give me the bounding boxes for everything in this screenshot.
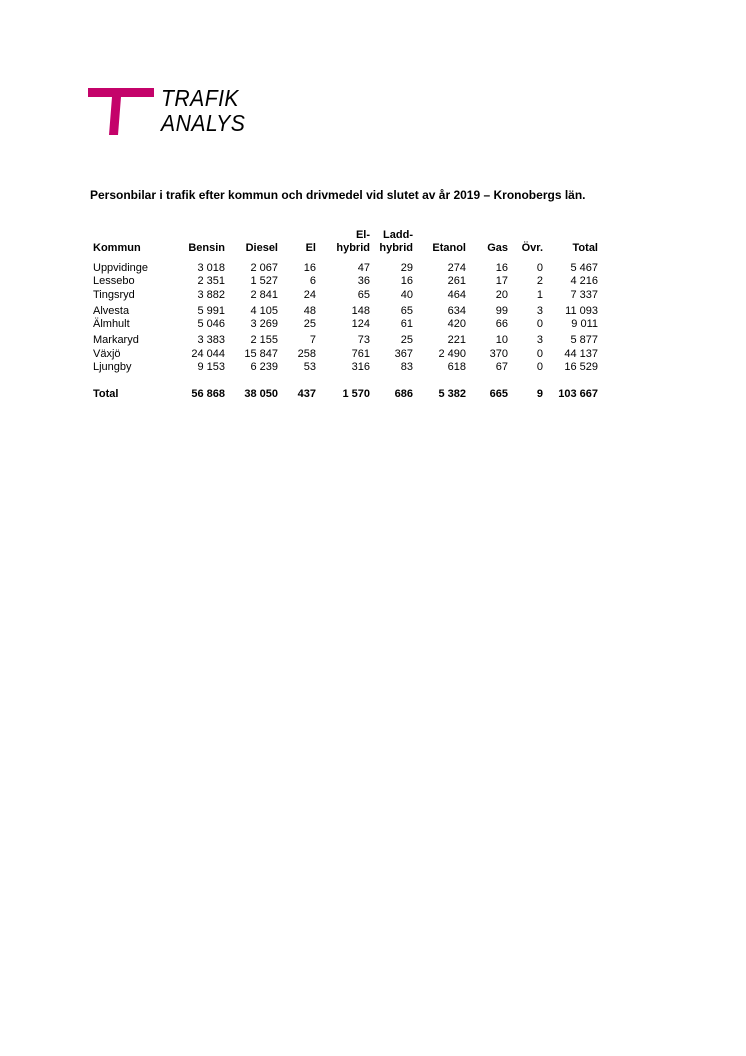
table-row (90, 331, 598, 347)
total-cell-total: 103 667 (558, 388, 598, 401)
cell-elhybrid: 36 (357, 275, 370, 288)
total-cell-etanol: 5 382 (438, 388, 466, 401)
cell-total: 44 137 (564, 347, 598, 360)
cell-etanol: 261 (447, 275, 466, 288)
cell-ovr: 1 (536, 288, 543, 301)
cell-diesel: 3 269 (250, 318, 278, 331)
cell-kommun: Markaryd (93, 334, 139, 347)
cell-bensin: 3 018 (197, 262, 225, 274)
total-cell-bensin: 56 868 (191, 388, 225, 401)
table-row (90, 361, 598, 374)
cell-total: 5 877 (570, 334, 598, 347)
cell-el: 24 (303, 288, 316, 301)
header-diesel: Diesel (245, 242, 278, 254)
logo-wordmark (161, 86, 253, 136)
cell-total: 7 337 (570, 288, 598, 301)
cell-laddhybrid: 40 (400, 288, 413, 301)
table-row (90, 275, 598, 288)
cell-bensin: 5 046 (197, 318, 225, 331)
total-cell-laddhybrid: 686 (394, 388, 413, 401)
cell-el: 25 (303, 318, 316, 331)
cell-kommun: Tingsryd (93, 288, 135, 301)
cell-etanol: 464 (447, 288, 466, 301)
cell-diesel: 6 239 (250, 361, 278, 374)
cell-elhybrid: 65 (357, 288, 370, 301)
cell-gas: 370 (489, 347, 508, 360)
table-header-row (90, 229, 598, 262)
cell-ovr: 0 (536, 262, 543, 274)
cell-diesel: 4 105 (250, 304, 278, 317)
cell-ovr: 3 (536, 334, 543, 347)
cell-ovr: 0 (536, 347, 543, 360)
cell-diesel: 2 067 (250, 262, 278, 274)
total-cell-diesel: 38 050 (244, 388, 278, 401)
cell-ovr: 0 (536, 318, 543, 331)
trafikanalys-logo (88, 86, 258, 138)
logo-word-analys: ANALYS (161, 110, 246, 136)
cell-bensin: 3 383 (197, 334, 225, 347)
cell-gas: 16 (495, 262, 508, 274)
cell-elhybrid: 761 (351, 347, 370, 360)
cell-total: 11 093 (565, 304, 598, 317)
cell-gas: 99 (495, 304, 508, 317)
cell-elhybrid: 148 (351, 304, 370, 317)
total-cell-elhybrid: 1 570 (342, 388, 370, 401)
cell-total: 5 467 (570, 262, 598, 274)
cell-kommun: Ljungby (93, 361, 132, 374)
cell-gas: 10 (495, 334, 508, 347)
cell-laddhybrid: 25 (400, 334, 413, 347)
cell-bensin: 5 991 (197, 304, 225, 317)
cell-total: 9 011 (571, 318, 598, 331)
cell-el: 16 (303, 262, 316, 274)
cell-etanol: 618 (447, 361, 466, 374)
table-total-row (90, 374, 598, 401)
header-kommun: Kommun (93, 242, 141, 254)
document-title: Personbilar i trafik efter kommun och drivmedel vid slutet av år 2019 – Kronobergs län. (90, 188, 586, 202)
cell-elhybrid: 47 (357, 262, 370, 274)
cell-ovr: 2 (536, 275, 543, 288)
header-total: Total (572, 242, 598, 254)
cell-ovr: 0 (536, 361, 543, 374)
cell-el: 258 (297, 347, 316, 360)
cell-laddhybrid: 83 (400, 361, 413, 374)
cell-bensin: 9 153 (197, 361, 225, 374)
cell-bensin: 3 882 (197, 288, 225, 301)
cell-etanol: 634 (447, 304, 466, 317)
cell-gas: 66 (495, 318, 508, 331)
trafikanalys-logo-icon (88, 86, 158, 138)
header-el: El (305, 242, 316, 254)
fuel-by-municipality-table (90, 229, 598, 402)
cell-kommun: Växjö (93, 347, 121, 360)
cell-etanol: 221 (447, 334, 466, 347)
cell-etanol: 274 (447, 262, 466, 274)
cell-laddhybrid: 29 (400, 262, 413, 274)
cell-laddhybrid: 65 (400, 304, 413, 317)
header-etanol: Etanol (432, 242, 466, 254)
cell-bensin: 2 351 (197, 275, 225, 288)
cell-diesel: 1 527 (250, 275, 278, 288)
cell-el: 48 (303, 304, 316, 317)
cell-elhybrid: 124 (351, 318, 370, 331)
cell-kommun: Alvesta (93, 304, 130, 317)
logo-word-trafik: TRAFIK (161, 85, 239, 111)
cell-kommun: Älmhult (93, 318, 130, 331)
total-cell-el: 437 (297, 388, 316, 401)
header-gas: Gas (487, 242, 508, 254)
total-cell-gas: 665 (489, 388, 508, 401)
cell-laddhybrid: 367 (394, 347, 413, 360)
total-cell-kommun: Total (93, 388, 119, 401)
header-bensin: Bensin (188, 242, 225, 254)
cell-etanol: 420 (447, 318, 466, 331)
cell-elhybrid: 73 (357, 334, 370, 347)
cell-laddhybrid: 61 (400, 318, 413, 331)
header-laddhybrid: Ladd- hybrid (379, 229, 413, 254)
table-row (90, 262, 598, 275)
cell-el: 53 (303, 361, 316, 374)
cell-elhybrid: 316 (351, 361, 370, 374)
table-row (90, 302, 598, 318)
table-row (90, 318, 598, 331)
total-cell-ovr: 9 (536, 388, 543, 401)
table-row (90, 348, 598, 361)
table-row (90, 289, 598, 302)
cell-total: 16 529 (564, 361, 598, 374)
cell-el: 7 (309, 334, 316, 347)
cell-bensin: 24 044 (191, 347, 225, 360)
cell-ovr: 3 (536, 304, 543, 317)
cell-diesel: 2 841 (250, 288, 278, 301)
cell-total: 4 216 (570, 275, 598, 288)
cell-gas: 17 (495, 275, 508, 288)
cell-el: 6 (309, 275, 316, 288)
header-ovr: Övr. (521, 242, 543, 254)
cell-diesel: 2 155 (250, 334, 278, 347)
cell-gas: 20 (495, 288, 508, 301)
cell-etanol: 2 490 (438, 347, 466, 360)
cell-kommun: Lessebo (93, 275, 135, 288)
cell-diesel: 15 847 (244, 347, 278, 360)
header-elhybrid: El- hybrid (336, 229, 370, 254)
cell-gas: 67 (495, 361, 508, 374)
cell-laddhybrid: 16 (400, 275, 413, 288)
cell-kommun: Uppvidinge (93, 262, 149, 274)
